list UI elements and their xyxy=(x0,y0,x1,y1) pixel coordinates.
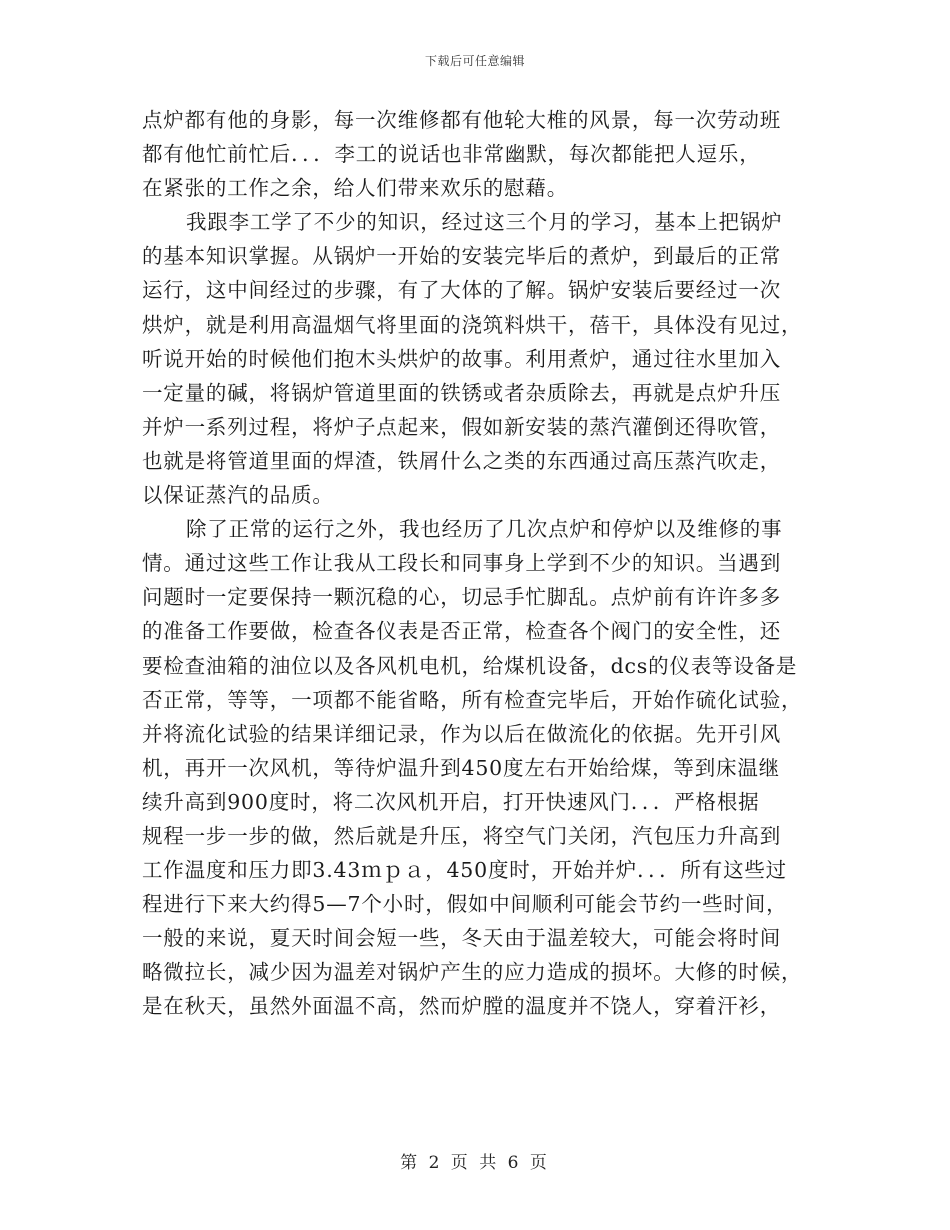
text-line: 也就是将管道里面的焊渣，铁屑什么之类的东西通过高压蒸汽吹走， xyxy=(142,448,781,473)
text-line: 情。通过这些工作让我从工段长和同事身上学到不少的知识。当遇到 xyxy=(142,551,781,576)
text-line: 烘炉，就是利用高温烟气将里面的浇筑料烘干，蓓干，具体没有见过， xyxy=(142,312,803,337)
text-line: 一定量的碱，将锅炉管道里面的铁锈或者杂质除去，再就是点炉升压 xyxy=(142,380,781,405)
text-line: 规程一步一步的做，然后就是升压，将空气门关闭，汽包压力升高到 xyxy=(142,823,781,848)
text-line: 程进行下来大约得5—7个小时，假如中间顺利可能会节约一些时间， xyxy=(142,892,788,917)
document-body xyxy=(142,103,806,1024)
page-footer: 第 2 页 共 6 页 xyxy=(400,1153,550,1173)
paragraph-first-line: 我跟李工学了不少的知识，经过这三个月的学习，基本上把锅炉 xyxy=(186,210,783,235)
text-line: 在紧张的工作之余，给人们带来欢乐的慰藉。 xyxy=(142,176,568,201)
text-line: 并炉一系列过程，将炉子点起来，假如新安装的蒸汽灌倒还得吹管， xyxy=(142,414,781,439)
text-line: 点炉都有他的身影，每一次维修都有他轮大椎的风景，每一次劳动班 xyxy=(142,108,781,132)
text-line: 略微拉长，减少因为温差对锅炉产生的应力造成的损坏。大修的时候， xyxy=(142,960,803,985)
text-line: 问题时一定要保持一颗沉稳的心，切忌手忙脚乱。点炉前有许许多多 xyxy=(142,585,781,610)
page-header: 下载后可任意编辑 xyxy=(424,54,525,68)
text-line: 以保证蒸汽的品质。 xyxy=(142,483,334,508)
text-line: 是在秋天，虽然外面温不高，然而炉膛的温度并不饶人，穿着汗衫， xyxy=(142,994,781,1019)
text-line: 续升高到900度时，将二次风机开启，打开快速风门．．．严格根据 xyxy=(142,789,760,814)
text-line: 工作温度和压力即3.43ｍｐａ，450度时，开始并炉．．．所有这些过 xyxy=(142,858,787,883)
text-line: 机，再开一次风机，等待炉温升到450度左右开始给煤，等到床温继 xyxy=(142,755,780,780)
text-line: 运行，这中间经过的步骤，有了大体的了解。锅炉安装后要经过一次 xyxy=(142,278,781,303)
paragraph-first-line: 除了正常的运行之外，我也经历了几次点炉和停炉以及维修的事 xyxy=(186,517,783,542)
text-line: 一般的来说，夏天时间会短一些，冬天由于温差较大，可能会将时间 xyxy=(142,926,781,951)
text-line: 的基本知识掌握。从锅炉一开始的安装完毕后的煮炉，到最后的正常 xyxy=(142,244,781,269)
text-line: 的准备工作要做，检查各仪表是否正常，检查各个阀门的安全性，还 xyxy=(142,619,781,644)
text-line: 否正常，等等，一项都不能省略，所有检查完毕后，开始作硫化试验， xyxy=(142,687,803,712)
text-line: 都有他忙前忙后．．．李工的说话也非常幽默，每次都能把人逗乐， xyxy=(142,142,761,167)
text-line: 要检查油箱的油位以及各风机电机，给煤机设备，dcs的仪表等设备是 xyxy=(142,653,798,678)
text-line: 听说开始的时候他们抱木头烘炉的故事。利用煮炉，通过往水里加入 xyxy=(142,346,781,371)
text-line: 并将流化试验的结果详细记录，作为以后在做流化的依据。先开引风 xyxy=(142,721,781,746)
